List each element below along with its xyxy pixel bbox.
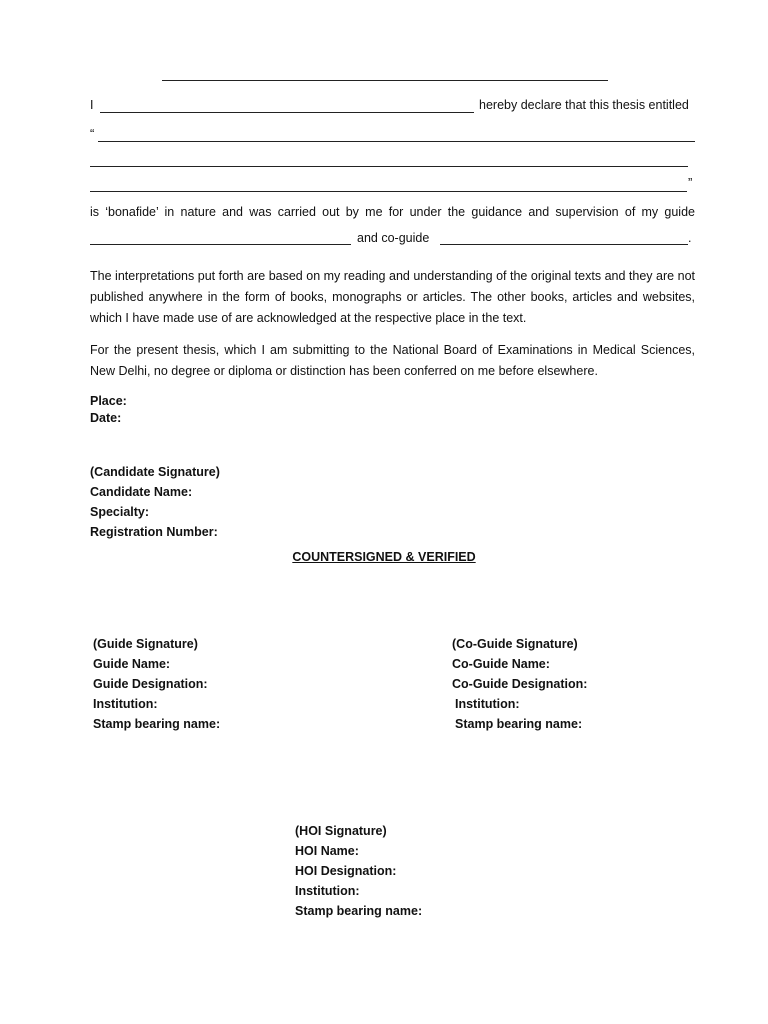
candidate-name-blank — [100, 112, 474, 113]
co-guide-name-label: Co-Guide Name: — [452, 657, 550, 671]
guide-signature-label: (Guide Signature) — [93, 637, 198, 651]
bonafide-statement: is ‘bonafide’ in nature and was carried out by me for under the guidance and supervision of my guide — [90, 205, 695, 219]
close-quote-mark: ” — [688, 175, 693, 190]
specialty-label: Specialty: — [90, 505, 150, 519]
declaration-text: hereby declare that this thesis entitled — [479, 98, 689, 112]
guide-designation-label: Guide Designation: — [93, 677, 208, 691]
candidate-signature-label: (Candidate Signature) — [90, 465, 220, 479]
present-thesis-paragraph: For the present thesis, which I am submitting to the National Board of Examinations in Medical Sciences, New Delhi, no degree or diploma or distinction has been conferred on me before elsewhere. — [90, 343, 695, 378]
guide-name-blank — [90, 244, 351, 245]
co-guide-stamp-label: Stamp bearing name: — [455, 717, 583, 731]
candidate-block — [90, 462, 220, 542]
countersigned-heading: COUNTERSIGNED & VERIFIED — [292, 550, 476, 564]
date-label: Date: — [90, 411, 122, 425]
guide-name-label: Guide Name: — [93, 657, 171, 671]
guide-block — [93, 634, 220, 734]
registration-number-label: Registration Number: — [90, 525, 218, 539]
candidate-name-label: Candidate Name: — [90, 485, 193, 499]
hoi-designation-label: HOI Designation: — [295, 864, 397, 878]
co-guide-signature-label: (Co-Guide Signature) — [452, 637, 578, 651]
co-guide-institution-label: Institution: — [455, 697, 520, 711]
co-guide-text: and co-guide — [357, 231, 430, 245]
place-label: Place: — [90, 394, 127, 408]
thesis-title-blank-1 — [98, 141, 695, 142]
hoi-name-label: HOI Name: — [295, 844, 359, 858]
co-guide-block — [452, 634, 587, 734]
co-guide-designation-label: Co-Guide Designation: — [452, 677, 588, 691]
hoi-signature-label: (HOI Signature) — [295, 824, 387, 838]
hoi-block — [295, 821, 422, 921]
period-mark: . — [688, 231, 692, 245]
thesis-title-blank-3 — [90, 191, 687, 192]
interpretation-paragraph: The interpretations put forth are based on my reading and understanding of the original texts and they are not published anywhere in the form of books, monographs or articles. The other books, articles and websites, which I have made use of are acknowledged at the respective place in the text. — [90, 269, 695, 325]
hoi-stamp-label: Stamp bearing name: — [295, 904, 423, 918]
guide-institution-label: Institution: — [93, 697, 158, 711]
guide-stamp-label: Stamp bearing name: — [93, 717, 221, 731]
co-guide-name-blank — [440, 244, 688, 245]
hoi-institution-label: Institution: — [295, 884, 360, 898]
place-date-block — [90, 393, 127, 427]
thesis-title-blank-2 — [90, 166, 688, 167]
declaration-pronoun: I — [90, 98, 94, 112]
title-blank-line — [162, 80, 608, 81]
open-quote-mark: “ — [90, 126, 95, 141]
